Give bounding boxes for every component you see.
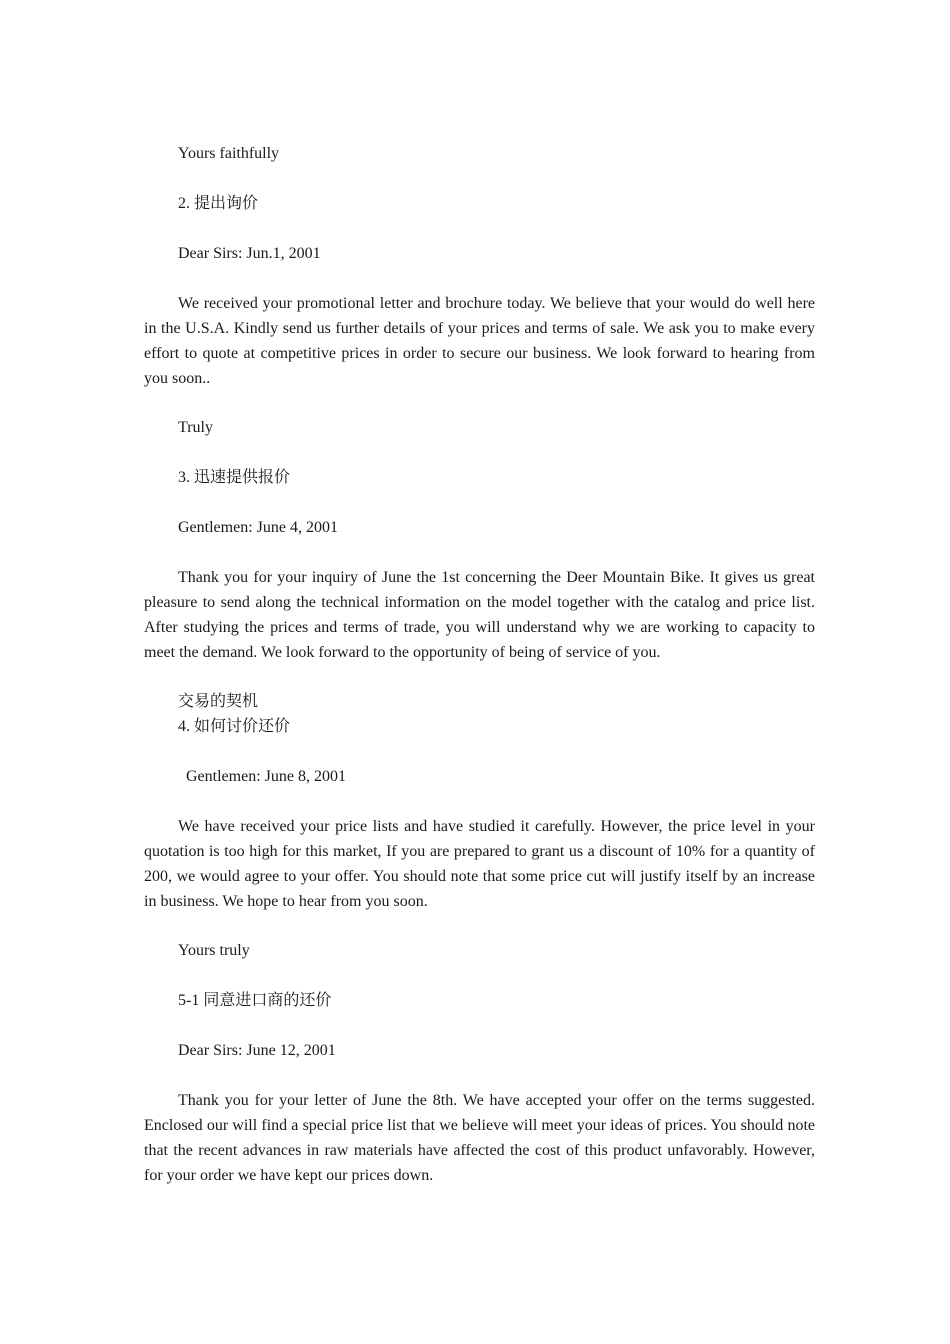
- body-quotation: Thank you for your inquiry of June the 1st concerning the Deer Mountain Bike. It gives us great pleasure to send along the technical information on the model together with the catalog and price list. After studying the prices and terms of trade, you will understand why we are working to capacity to meet the demand. We look forward to the opportunity of being of service of you.: [144, 569, 815, 661]
- closing-yours-faithfully: Yours faithfully: [178, 145, 280, 162]
- closing-truly: Truly: [178, 419, 213, 436]
- heading-accept-counteroffer: 5-1 同意进口商的还价: [178, 992, 332, 1009]
- salutation-accept-counteroffer: Dear Sirs: June 12, 2001: [178, 1042, 336, 1059]
- body-accept-counteroffer: Thank you for your letter of June the 8th. We have accepted your offer on the terms suggested. Enclosed our will find a special price list that we believe will meet your ideas of prices. You should note that the recent advances in raw materials have affected the cost of this product unfavorably. However, for your order we have kept our prices down.: [144, 1092, 815, 1184]
- heading-quotation: 3. 迅速提供报价: [178, 469, 291, 486]
- section-title: 交易的契机: [178, 693, 259, 710]
- salutation-quotation: Gentlemen: June 4, 2001: [178, 519, 338, 536]
- salutation-inquiry: Dear Sirs: Jun.1, 2001: [178, 245, 321, 262]
- body-bargaining: We have received your price lists and have studied it carefully. However, the price level in your quotation is too high for this market, If you are prepared to grant us a discount of 10% for a quantity of 200, we would agree to your offer. You should note that some price cut will justify itself by an increase in business. We hope to hear from you soon.: [144, 818, 815, 910]
- body-inquiry: We received your promotional letter and brochure today. We believe that your would do well here in the U.S.A. Kindly send us further details of your prices and terms of sale. We ask you to make every effort to quote at competitive prices in order to secure our business. We look forward to hearing from you soon..: [144, 295, 815, 387]
- heading-bargaining: 4. 如何讨价还价: [178, 718, 291, 735]
- closing-yours-truly: Yours truly: [178, 942, 250, 959]
- heading-inquiry: 2. 提出询价: [178, 195, 259, 212]
- salutation-bargaining: Gentlemen: June 8, 2001: [186, 768, 346, 785]
